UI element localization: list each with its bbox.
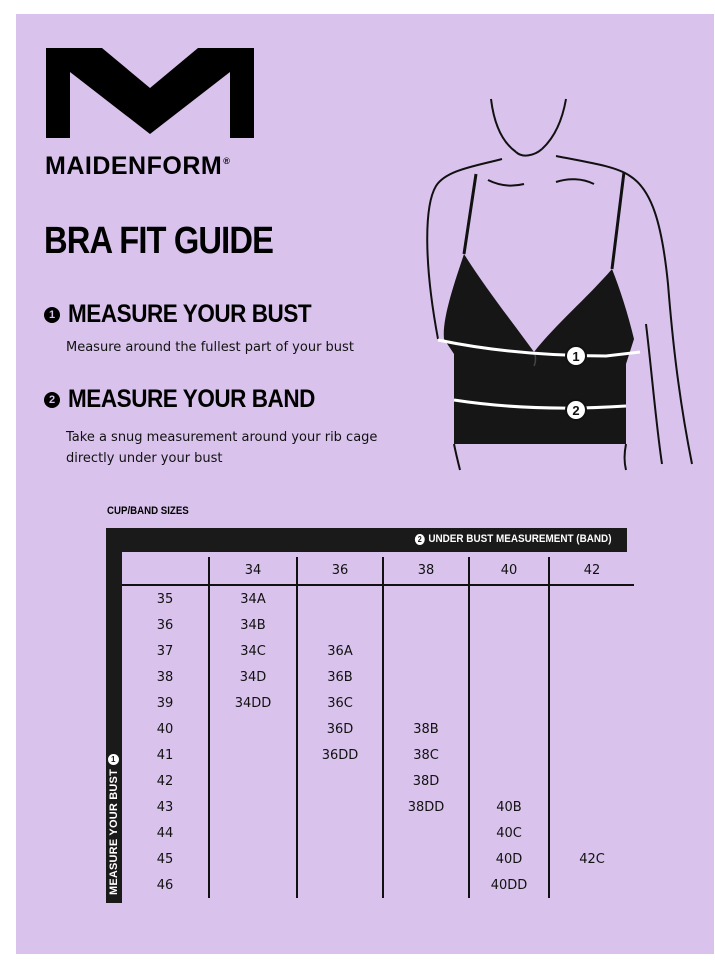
bra-size-cell [549,742,634,768]
bra-size-cell [469,690,549,716]
band-size-header: 42 [549,557,634,585]
bra-size-cell [549,820,634,846]
bra-size-cell [209,846,297,872]
bra-size-cell [383,690,469,716]
bra-size-cell [209,742,297,768]
bra-size-cell [469,742,549,768]
bra-size-cell: 34B [209,612,297,638]
bust-measurement-cell: 35 [156,591,174,607]
table-row [122,872,634,898]
step-number-badge: 1 [44,307,60,323]
band-size-header: 40 [469,557,549,585]
bust-measurement-cell: 44 [156,825,174,841]
bra-size-cell: 38D [383,768,469,794]
bust-axis-header [106,528,122,903]
step-heading: MEASURE YOUR BAND [68,385,315,413]
bra-size-cell [469,664,549,690]
step-measure-bust [44,300,338,329]
bra-size-cell [383,872,469,898]
fit-guide-card [16,14,714,954]
table-row [122,820,634,846]
bra-size-cell [209,716,297,742]
band-axis-header [106,528,627,552]
table-row [122,638,634,664]
bra-size-cell [209,794,297,820]
bust-measurement-cell: 40 [156,721,174,737]
brand-name: MAIDENFORM® [45,152,231,180]
bra-size-cell [549,716,634,742]
bra-size-cell [297,794,383,820]
bra-size-cell [549,585,634,612]
bra-size-cell [549,638,634,664]
bust-measurement-cell: 46 [156,877,174,893]
bra-size-cell: 34DD [209,690,297,716]
bust-measurement-cell: 37 [156,643,174,659]
table-row [122,664,634,690]
step-measure-band [44,385,342,414]
bra-size-cell [549,794,634,820]
bra-size-cell [549,664,634,690]
table-header-row [122,557,634,585]
header-corner [122,557,209,585]
table-row [122,794,634,820]
table-row [122,716,634,742]
step-number-badge: 2 [44,392,60,408]
bra-size-cell [469,585,549,612]
bra-size-cell: 36DD [297,742,383,768]
torso-illustration [416,94,714,484]
bra-size-cell [469,768,549,794]
bra-size-cell [297,846,383,872]
band-axis-label: UNDER BUST MEASUREMENT (BAND) [427,533,611,545]
bra-size-cell: 34A [209,585,297,612]
band-size-header: 36 [297,557,383,585]
bra-size-cell: 38DD [383,794,469,820]
band-size-header: 34 [209,557,297,585]
bust-measurement-cell: 41 [156,747,174,763]
bra-size-cell [209,872,297,898]
bra-size-cell [469,716,549,742]
bra-size-cell [383,664,469,690]
bra-size-cell: 36D [297,716,383,742]
band-size-header: 38 [383,557,469,585]
bust-measurement-cell: 45 [156,851,174,867]
bra-size-cell [383,638,469,664]
bra-size-cell [549,872,634,898]
page-title: BRA FIT GUIDE [44,220,274,262]
bra-size-cell [297,820,383,846]
bra-size-cell [297,585,383,612]
table-row [122,612,634,638]
bust-axis-label: MEASURE YOUR BUST [108,768,120,895]
bra-size-cell [297,872,383,898]
table-row [122,742,634,768]
bra-size-cell [297,768,383,794]
bra-size-cell: 40C [469,820,549,846]
bra-size-cell [383,585,469,612]
bra-size-cell [383,820,469,846]
bust-marker: 1 [572,349,580,364]
maidenform-logo-icon [46,48,254,140]
bra-size-cell [549,768,634,794]
bust-measurement-cell: 38 [156,669,174,685]
bra-size-cell: 42C [549,846,634,872]
band-marker: 2 [572,403,580,418]
step-description: Take a snug measurement around your rib cage directly under your bust [66,430,378,466]
bra-size-cell [469,612,549,638]
bra-size-cell: 36A [297,638,383,664]
bra-size-cell [383,612,469,638]
bra-size-cell [209,820,297,846]
bra-size-cell [209,768,297,794]
step-description: Measure around the fullest part of your bust [66,340,354,355]
bust-measurement-cell: 42 [156,773,174,789]
bra-size-cell: 36B [297,664,383,690]
bra-size-cell [549,690,634,716]
bust-measurement-cell: 39 [156,695,174,711]
bra-size-cell: 38B [383,716,469,742]
bra-size-cell [383,846,469,872]
step-heading: MEASURE YOUR BUST [68,300,312,328]
bra-size-cell: 40B [469,794,549,820]
bust-number-badge: 1 [108,754,119,765]
bra-size-cell [297,612,383,638]
bra-size-cell: 40DD [469,872,549,898]
chart-caption: CUP/BAND SIZES [107,505,189,517]
bra-size-cell: 38C [383,742,469,768]
bust-measurement-cell: 36 [156,617,174,633]
table-row [122,690,634,716]
bra-size-cell [549,612,634,638]
bra-size-cell: 36C [297,690,383,716]
table-row [122,585,634,612]
bra-size-cell: 34D [209,664,297,690]
bra-size-cell: 34C [209,638,297,664]
table-row [122,768,634,794]
bust-measurement-cell: 43 [156,799,174,815]
bra-size-cell: 40D [469,846,549,872]
table-row [122,846,634,872]
band-number-badge: 2 [414,534,424,545]
size-table [122,557,634,898]
bra-size-cell [469,638,549,664]
